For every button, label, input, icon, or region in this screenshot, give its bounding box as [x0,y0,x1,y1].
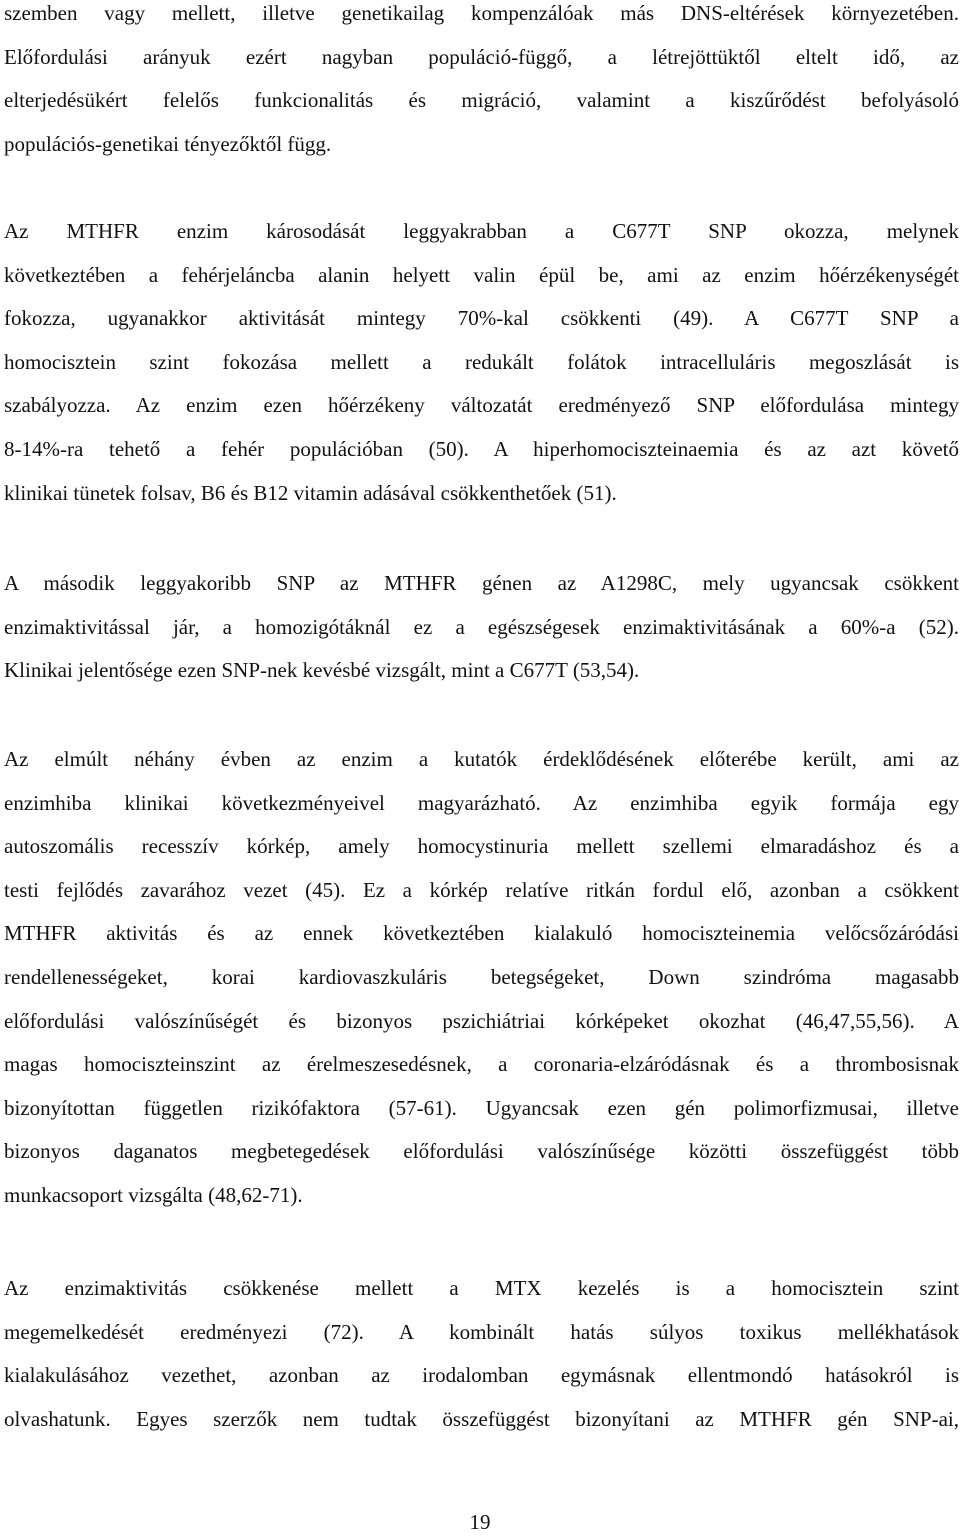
text-line: 8-14%-ra tehető a fehér populációban (50). A hiperhomociszteinaemia és az azt követő [4,436,959,461]
text-line: Előfordulási arányuk ezért nagyban populáció-függő, a létrejöttüktől eltelt idő, az [4,44,959,69]
text-line: Az elmúlt néhány évben az enzim a kutatók érdeklődésének előterébe került, ami az [4,747,959,771]
text-line: autoszomális recesszív kórkép, amely homocystinuria mellett szellemi elmaradáshoz és a [4,834,959,859]
text-line: bizonyos daganatos megbetegedések előfordulási valószínűsége közötti összefüggést több [4,1139,959,1164]
text-line: homocisztein szint fokozása mellett a redukált folátok intracelluláris megoszlását is [4,349,959,374]
text-line: Az MTHFR enzim károsodását leggyakrabban a C677T SNP okozza, melynek [4,219,959,243]
text-line: magas homociszteinszint az érelmeszesedésnek, a coronaria-elzáródásnak és a thrombosisnak [4,1052,959,1077]
text-line: megemelkedését eredményezi (72). A kombinált hatás súlyos toxikus mellékhatások [4,1319,959,1344]
text-line: klinikai tünetek folsav, B6 és B12 vitamin adásával csökkenthetőek (51). [4,480,617,505]
text-line: rendellenességeket, korai kardiovaszkuláris betegségeket, Down szindróma magasabb [4,964,959,989]
text-line: enzimaktivitással jár, a homozigótáknál ez a egészségesek enzimaktivitásának a 60%-a (52). [4,614,959,639]
text-line: szabályozza. Az enzim ezen hőérzékeny változatát eredményező SNP előfordulása mintegy [4,393,959,418]
text-line: testi fejlődés zavarához vezet (45). Ez a kórkép relatíve ritkán fordul elő, azonban a csökkent [4,877,959,902]
paragraph-c677t [4,210,959,515]
text-line: kialakulásához vezethet, azonban az irodalomban egymásnak ellentmondó hatásokról is [4,1363,959,1388]
text-line: enzimhiba klinikai következményeivel magyarázható. Az enzimhiba egyik formája egy [4,790,959,815]
text-line: elterjedésükért felelős funkcionalitás és migráció, valamint a kiszűrődést befolyásoló [4,88,959,113]
paragraph-a1298c [4,562,959,693]
text-line: populációs-genetikai tényezőktől függ. [4,131,332,156]
text-line: munkacsoport vizsgálta (48,62-71). [4,1182,303,1207]
paragraph-snp-prevalence [4,0,959,166]
paragraph-clinical-consequences [4,738,959,1218]
text-line: fokozza, ugyanakkor aktivitását mintegy 70%-kal csökkenti (49). A C677T SNP a [4,306,959,331]
text-line: olvashatunk. Egyes szerzők nem tudtak összefüggést bizonyítani az MTHFR gén SNP-ai, [4,1406,959,1431]
text-line: szemben vagy mellett, illetve genetikailag kompenzálóak más DNS-eltérések környezetében. [4,1,959,25]
paragraph-mtx-treatment [4,1267,959,1441]
text-line: MTHFR aktivitás és az ennek következtében kialakuló homociszteinemia velőcsőzáródási [4,921,959,946]
text-line: bizonyítottan független rizikófaktora (57-61). Ugyancsak ezen gén polimorfizmusai, illetve [4,1095,959,1120]
page-number: 19 [469,1510,491,1534]
text-line: A második leggyakoribb SNP az MTHFR génen az A1298C, mely ugyancsak csökkent [4,571,959,595]
text-line: Az enzimaktivitás csökkenése mellett a MTX kezelés is a homocisztein szint [4,1276,959,1300]
text-line: Klinikai jelentősége ezen SNP-nek kevésbé vizsgált, mint a C677T (53,54). [4,658,640,683]
text-line: következtében a fehérjeláncba alanin helyett valin épül be, ami az enzim hőérzékenységét [4,262,959,287]
text-line: előfordulási valószínűségét és bizonyos pszichiátriai kórképeket okozhat (46,47,55,56). A [4,1008,959,1033]
